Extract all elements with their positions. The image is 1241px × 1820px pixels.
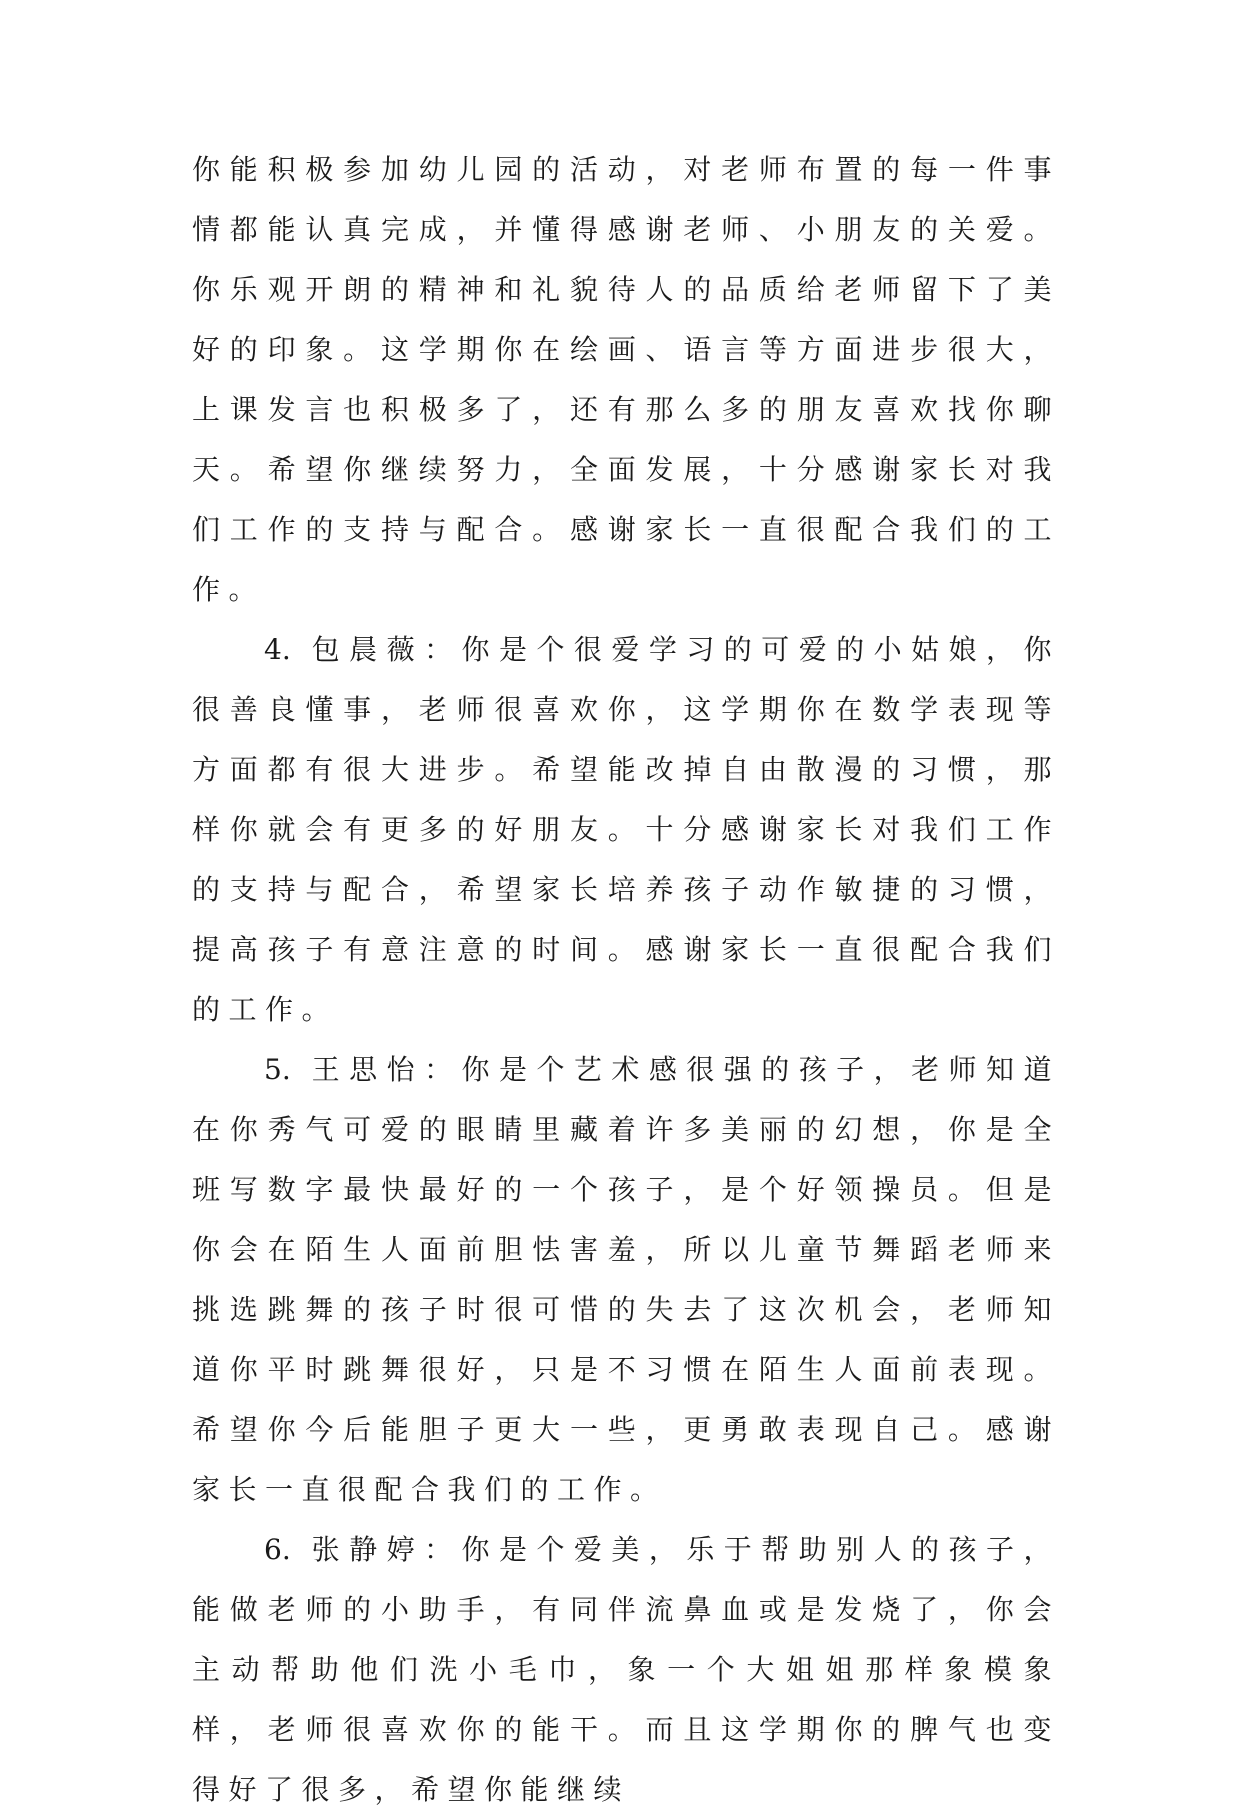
paragraph-text: 王思怡：你是个艺术感很强的孩子，老师知道在你秀气可爱的眼睛里藏着许多美丽的幻想，你是全班写数字最快最好的一个孩子，是个好领操员。但是你会在陌生人面前胆怯害羞，所以儿童节舞蹈老师来挑选跳舞的孩子时很可惜的失去了这次机会，老师知道你平时跳舞很好，只是不习惯在陌生人面前表现。希望你今后能胆子更大一些，更勇敢表现自己。感谢家长一直很配合我们的工作。	[192, 1053, 1060, 1506]
item-number: 4.	[264, 633, 291, 666]
paragraph-item-5	[192, 1040, 1060, 1520]
paragraph-continuation	[192, 140, 1060, 620]
paragraph-text: 你能积极参加幼儿园的活动，对老师布置的每一件事情都能认真完成，并懂得感谢老师、小朋友的关爱。你乐观开朗的精神和礼貌待人的品质给老师留下了美好的印象。这学期你在绘画、语言等方面进步很大，上课发言也积极多了，还有那么多的朋友喜欢找你聊天。希望你继续努力，全面发展，十分感谢家长对我们工作的支持与配合。感谢家长一直很配合我们的工作。	[192, 153, 1060, 606]
paragraph-item-6	[192, 1520, 1060, 1820]
paragraph-text: 张静婷：你是个爱美，乐于帮助别人的孩子，能做老师的小助手，有同伴流鼻血或是发烧了，你会主动帮助他们洗小毛巾，象一个大姐姐那样象模象样，老师很喜欢你的能干。而且这学期你的脾气也变得好了很多，希望你能继续	[192, 1533, 1060, 1806]
item-number: 6.	[264, 1533, 291, 1566]
paragraph-item-4	[192, 620, 1060, 1040]
item-number: 5.	[264, 1053, 291, 1086]
document-page	[192, 140, 1060, 1820]
paragraph-text: 包晨薇：你是个很爱学习的可爱的小姑娘，你很善良懂事，老师很喜欢你，这学期你在数学表现等方面都有很大进步。希望能改掉自由散漫的习惯，那样你就会有更多的好朋友。十分感谢家长对我们工作的支持与配合，希望家长培养孩子动作敏捷的习惯，提高孩子有意注意的时间。感谢家长一直很配合我们的工作。	[192, 633, 1060, 1026]
